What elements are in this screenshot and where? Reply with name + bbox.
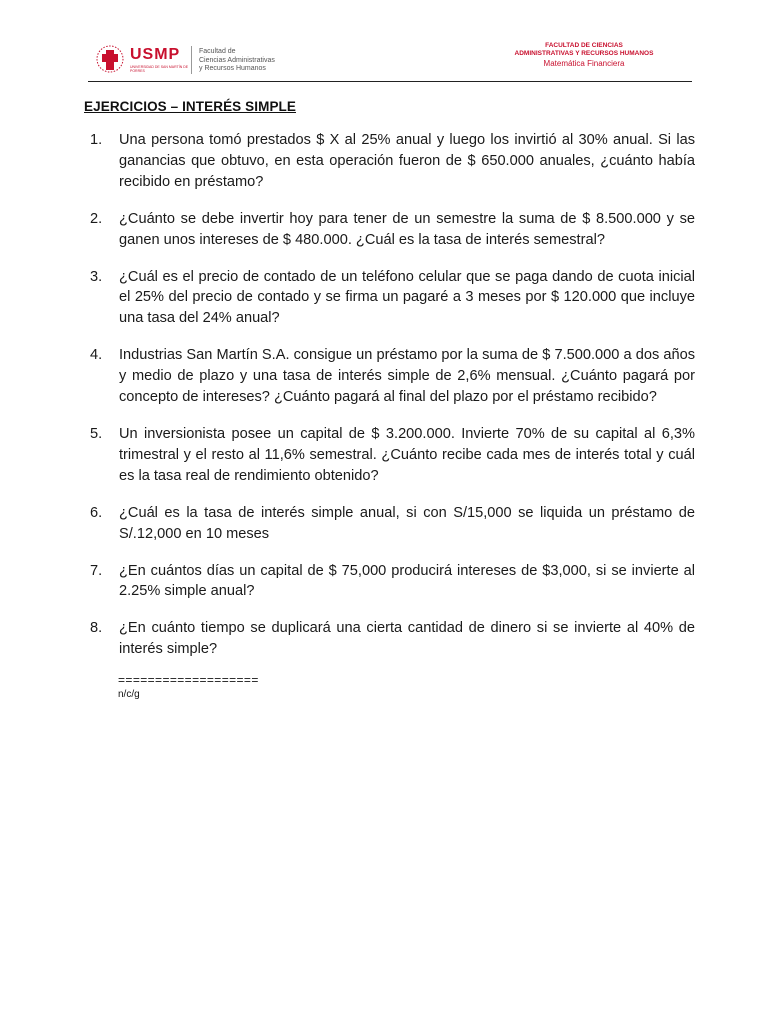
page-title: EJERCICIOS – INTERÉS SIMPLE	[84, 99, 296, 114]
exercise-item	[90, 561, 695, 603]
exercise-text: ¿Cuál es la tasa de interés simple anual, si con S/15,000 se liquida un préstamo de S/.12,000 en 10 meses	[119, 504, 695, 542]
logo-divider	[191, 46, 192, 74]
exercise-number: 8.	[90, 620, 103, 637]
exercise-text: Un inversionista posee un capital de $ 3.200.000. Invierte 70% de su capital al 6,3% trimestral y el resto al 11,6% semestral. ¿Cuánto recibe cada mes de interés total y cuál es la tasa real de rendimiento obtenido?	[119, 425, 695, 484]
exercise-item	[90, 424, 695, 487]
faculty-right-line2: ADMINISTRATIVAS Y RECURSOS HUMANOS	[514, 50, 654, 57]
exercise-text: Una persona tomó prestados $ X al 25% anual y luego los invirtió al 30% anual. Si las ganancias que obtuvo, en esta operación fueron de $ 650.000 anuales, ¿cuánto había recibido en préstamo?	[119, 132, 695, 190]
exercise-item	[90, 618, 695, 660]
exercise-item	[90, 130, 695, 193]
exercise-text: ¿En cuántos días un capital de $ 75,000 producirá intereses de $3,000, si se invierte al 2.25% simple anual?	[119, 562, 695, 600]
exercise-list	[90, 130, 695, 676]
exercise-item	[90, 267, 695, 330]
faculty-left-label	[199, 48, 289, 74]
exercise-text: ¿En cuánto tiempo se duplicará una cierta cantidad de dinero si se invierte al 40% de interés simple?	[119, 620, 695, 658]
exercise-number: 4.	[90, 347, 103, 364]
header-rule	[88, 81, 692, 82]
logo-subtitle: UNIVERSIDAD DE SAN MARTÍN DE PORRES	[130, 65, 189, 73]
exercise-item	[90, 209, 695, 251]
faculty-left-line: Facultad de	[199, 48, 236, 55]
exercise-text: Industrias San Martín S.A. consigue un préstamo por la suma de $ 7.500.000 a dos años y medio de plazo y una tasa de interés simple de 2,6% mensual. ¿Cuánto pagará por concepto de intereses? ¿Cuánto pagará al final del plazo por el préstamo recibido?	[119, 347, 695, 406]
exercise-number: 7.	[90, 562, 103, 579]
exercise-number: 6.	[90, 504, 103, 521]
usmp-emblem-icon	[95, 43, 125, 75]
exercise-number: 1.	[90, 132, 103, 148]
exercise-item	[90, 503, 695, 545]
page-header	[0, 0, 768, 84]
exercise-text: ¿Cuál es el precio de contado de un teléfono celular que se paga dando de cuota inicial el 25% del precio de contado y se firma un pagaré a 3 meses por $ 120.000 que incluye una tasa del 24% anual?	[119, 268, 695, 327]
exercise-text: ¿Cuánto se debe invertir hoy para tener de un semestre la suma de $ 8.500.000 y se ganen unos intereses de $ 480.000. ¿Cuál es la tasa de interés semestral?	[119, 210, 695, 248]
exercise-number: 3.	[90, 268, 103, 285]
logo-wordmark: USMP	[130, 46, 181, 63]
faculty-left-line: Ciencias Administrativas	[199, 56, 275, 64]
faculty-left-line: y Recursos Humanos	[199, 65, 266, 72]
author-initials: n/c/g	[118, 689, 140, 700]
faculty-right-line1: FACULTAD DE CIENCIAS	[545, 42, 623, 49]
separator-line: ===================	[118, 673, 259, 687]
exercise-number: 2.	[90, 210, 103, 227]
faculty-right-block	[484, 42, 684, 69]
course-name: Matemática Financiera	[543, 59, 625, 68]
exercise-item	[90, 345, 695, 408]
exercise-number: 5.	[90, 425, 103, 442]
